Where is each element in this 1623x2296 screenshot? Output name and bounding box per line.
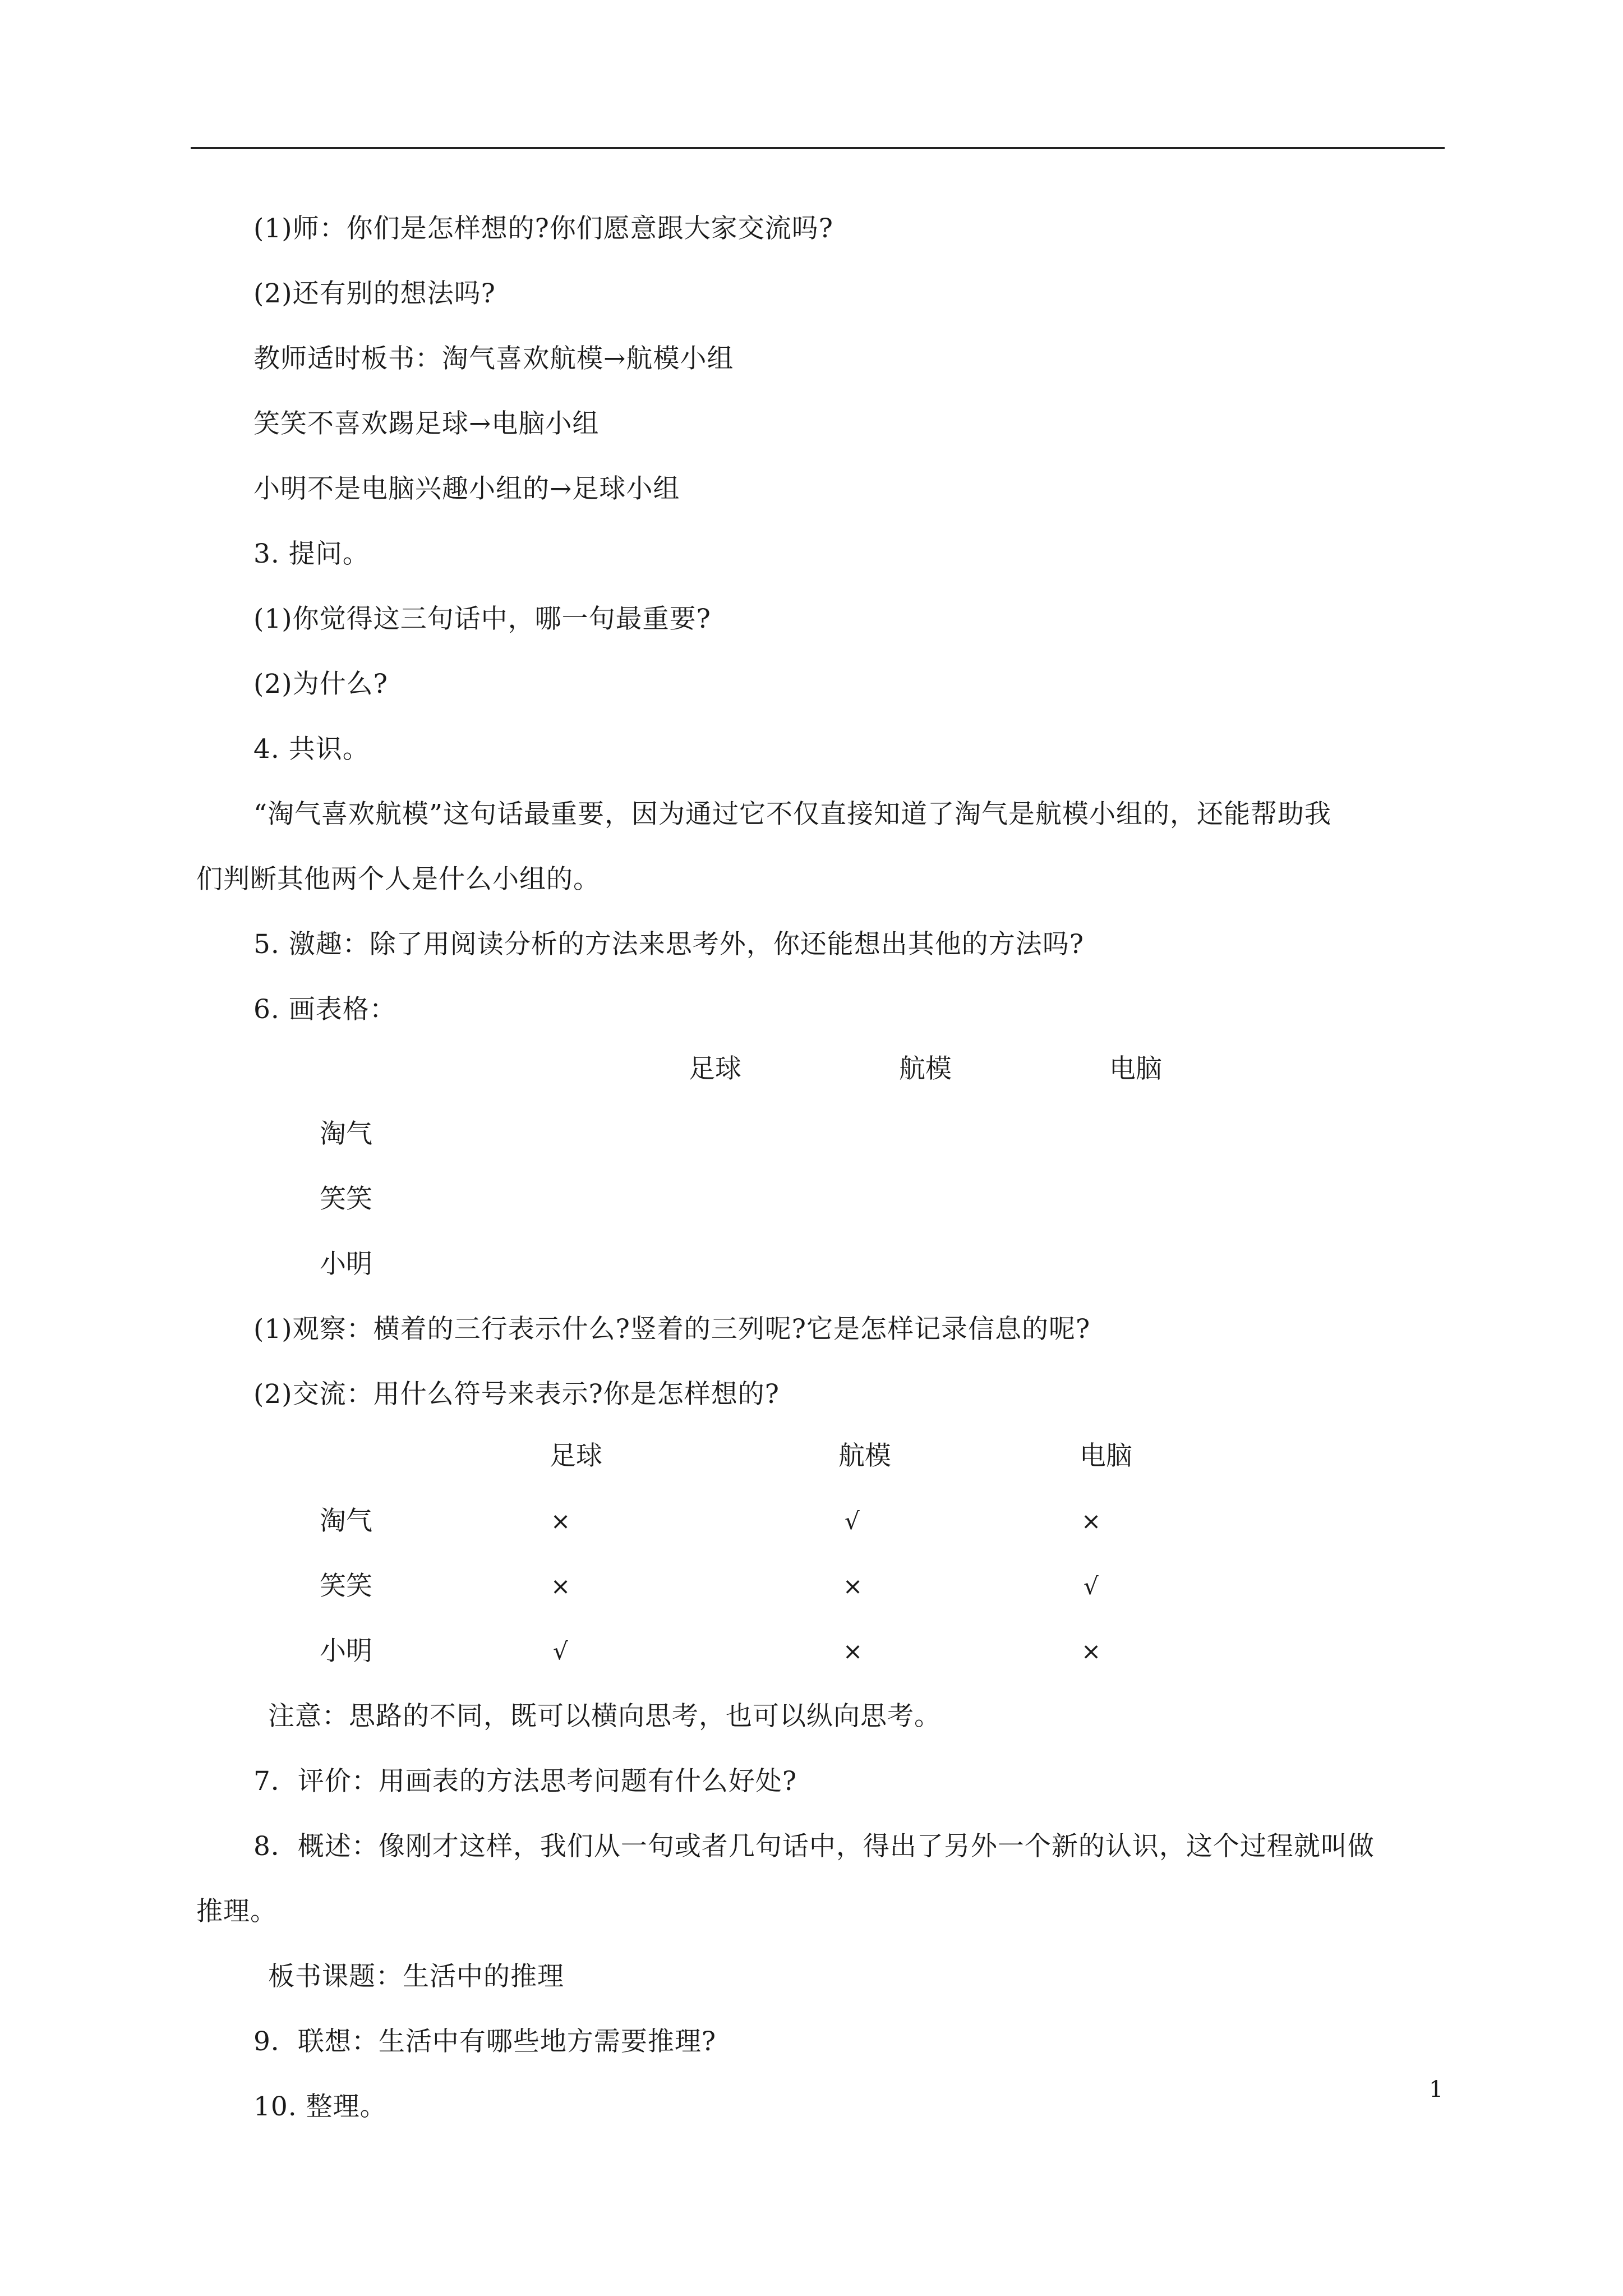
text-line: 推理。 [196,1896,277,1927]
text-line: (2)为什么? [253,669,388,700]
table1-col-header: 航模 [899,1053,952,1084]
cross-mark: × [551,1507,571,1535]
table1-row-header: 小明 [320,1249,372,1280]
cross-mark: × [1081,1637,1101,1665]
table2-row-header: 小明 [320,1636,372,1667]
text-line: (2)还有别的想法吗? [253,278,496,309]
text-line: 笑笑不喜欢踢足球→电脑小组 [253,408,600,439]
table1-col-header: 电脑 [1109,1053,1162,1084]
text-line: 10. 整理。 [253,2091,387,2122]
text-line: “淘气喜欢航模”这句话最重要，因为通过它不仅直接知道了淘气是航模小组的，还能帮助我 [253,799,1332,830]
page-number: 1 [1429,2077,1444,2102]
cross-mark: × [1081,1507,1101,1535]
table2-col-header: 航模 [838,1441,891,1471]
text-line: 9．联想：生活中有哪些地方需要推理? [253,2026,717,2057]
text-line: 教师适时板书：淘气喜欢航模→航模小组 [253,343,734,374]
cross-mark: × [843,1572,863,1600]
table1-col-header: 足球 [689,1053,741,1084]
text-line: 4. 共识。 [253,734,370,765]
text-line: 7．评价：用画表的方法思考问题有什么好处? [253,1766,797,1797]
table2-col-header: 足球 [550,1441,602,1471]
text-line: 3. 提问。 [253,539,370,569]
table1-row-header: 淘气 [320,1119,372,1149]
table2-col-header: 电脑 [1080,1441,1132,1471]
text-line: 们判断其他两个人是什么小组的。 [196,864,600,895]
text-line: 小明不是电脑兴趣小组的→足球小组 [253,473,680,504]
header-rule [191,147,1445,149]
cross-mark: × [551,1572,571,1600]
text-line: (1)观察：横着的三行表示什么?竖着的三列呢?它是怎样记录信息的呢? [253,1314,1091,1345]
table1-row-header: 笑笑 [320,1184,372,1214]
text-line: 注意：思路的不同，既可以横向思考，也可以纵向思考。 [268,1701,941,1732]
check-mark: √ [845,1507,860,1535]
text-line: 6. 画表格： [253,994,396,1025]
cross-mark: × [843,1637,863,1665]
text-line: (2)交流：用什么符号来表示?你是怎样想的? [253,1379,780,1410]
table2-row-header: 淘气 [320,1506,372,1536]
text-line: (1)师：你们是怎样想的?你们愿意跟大家交流吗? [253,213,833,244]
check-mark: √ [1083,1572,1099,1600]
text-line: 5. 激趣：除了用阅读分析的方法来思考外，你还能想出其他的方法吗? [253,929,1084,960]
text-line: 板书课题：生活中的推理 [268,1961,564,1992]
text-line: 8．概述：像刚才这样，我们从一句或者几句话中，得出了另外一个新的认识，这个过程就叫做 [253,1831,1375,1862]
table2-row-header: 笑笑 [320,1571,372,1602]
text-line: (1)你觉得这三句话中，哪一句最重要? [253,604,711,634]
check-mark: √ [553,1637,568,1665]
